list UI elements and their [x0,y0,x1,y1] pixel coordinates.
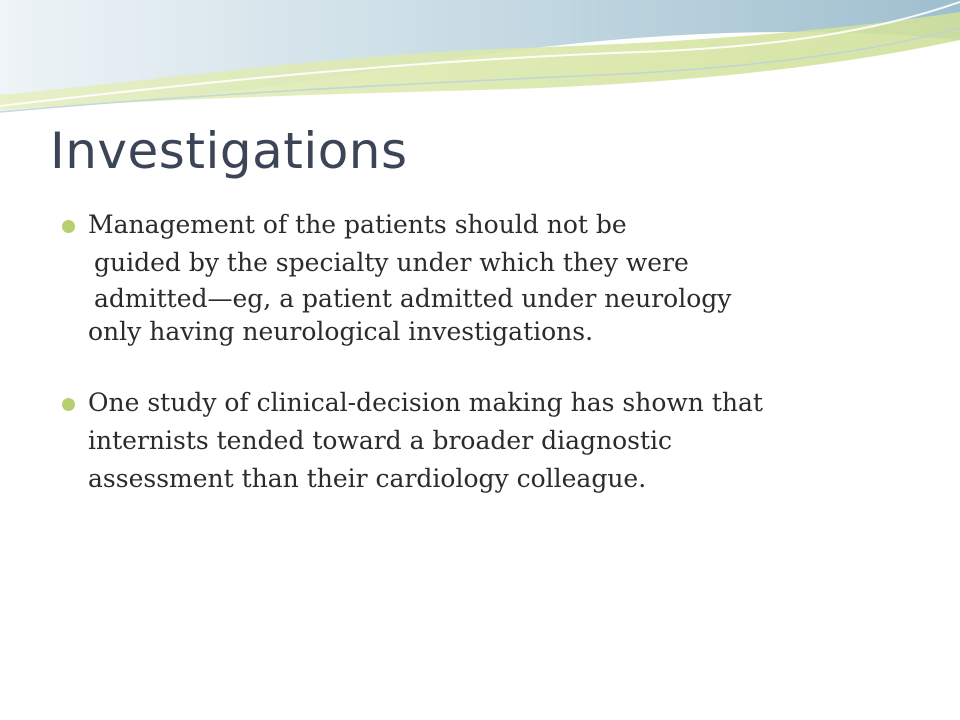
spacer [60,348,920,384]
slide-title: Investigations [50,122,408,180]
bullet-line: One study of clinical-decision making has shown that [88,388,763,417]
bullet-line: admitted—eg, a patient admitted under neurology [94,284,732,313]
bullet-item [60,206,920,348]
bullet-line: Management of the patients should not be [88,210,627,239]
bullet-line: assessment than their cardiology colleague. [88,464,647,493]
bullet-dot-icon [62,398,75,411]
bullet-item [60,384,920,498]
bullet-dot-icon [62,220,75,233]
bullet-line: internists tended toward a broader diagnostic [88,426,673,455]
header-wave-decoration [0,0,960,130]
bullet-line: only having neurological investigations. [88,317,594,346]
bullet-list [60,206,920,498]
bullet-line: guided by the specialty under which they were [94,248,689,277]
